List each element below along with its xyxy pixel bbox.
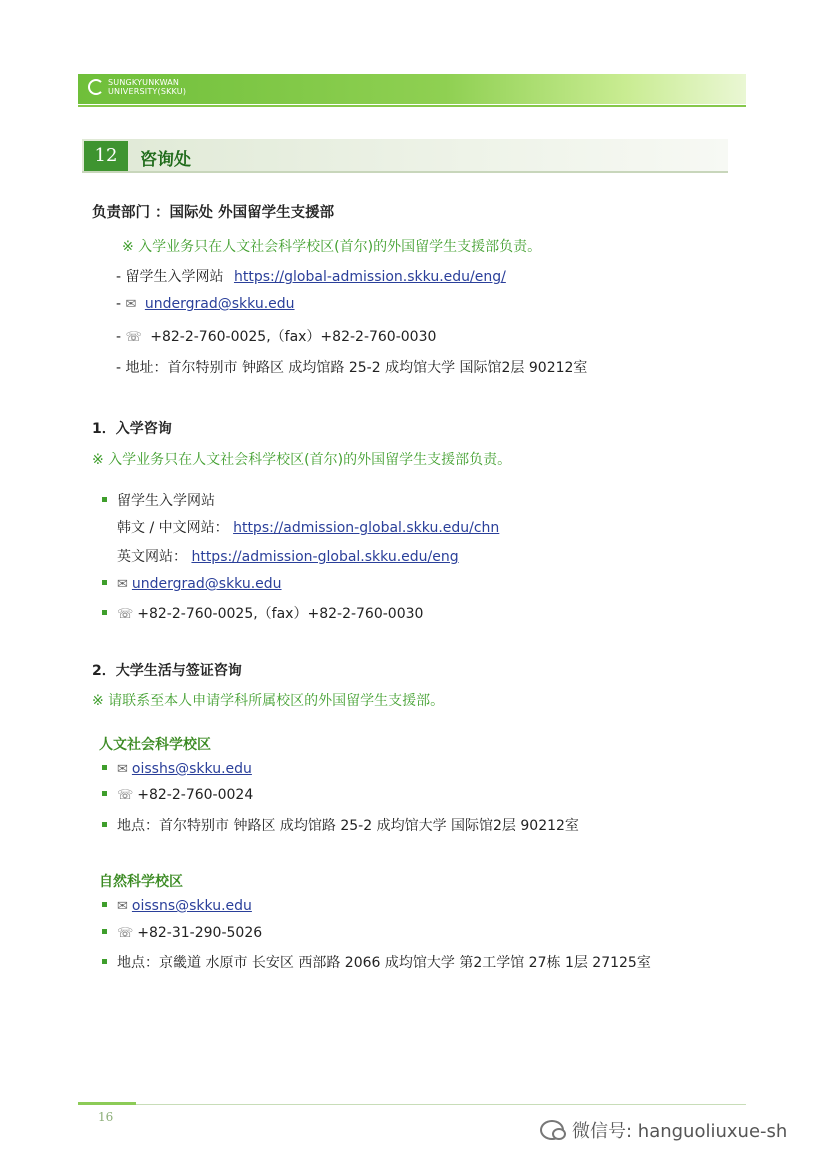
phone-icon: ☏ bbox=[117, 926, 134, 941]
campus2-email-item bbox=[102, 898, 252, 914]
campus2-address-item bbox=[102, 952, 651, 972]
phone-icon: ☏ bbox=[117, 607, 134, 622]
campus2-phone-item bbox=[102, 925, 262, 941]
email-icon: ✉ bbox=[125, 297, 137, 312]
wechat-watermark bbox=[540, 1117, 787, 1143]
bullet bbox=[102, 929, 107, 934]
campus1-email-item bbox=[102, 761, 252, 777]
dept-site-label: - 留学生入学网站 bbox=[116, 269, 224, 285]
dept-site-link[interactable]: https://global-admission.skku.edu/eng/ bbox=[233, 269, 506, 285]
dept-site-row bbox=[116, 266, 506, 286]
wechat-icon bbox=[540, 1120, 564, 1140]
dept-email-row: - ✉ undergrad@skku.edu bbox=[116, 296, 295, 312]
campus2-email-link[interactable]: oissns@skku.edu bbox=[131, 898, 252, 914]
campus2-address: 地点：京畿道 水原市 长安区 西部路 2066 成均馆大学 第2工学馆 27栋 1层 27125室 bbox=[117, 955, 651, 971]
email-icon: ✉ bbox=[117, 577, 128, 592]
s1-heading: 1．入学咨询 bbox=[92, 421, 172, 437]
s1-email-item bbox=[102, 576, 282, 592]
s1-phone-item bbox=[102, 603, 423, 623]
s1-site-item bbox=[102, 490, 215, 510]
bullet bbox=[102, 959, 107, 964]
s1-email-link[interactable]: undergrad@skku.edu bbox=[131, 576, 282, 592]
bullet bbox=[102, 791, 107, 796]
dept-note: ※ 入学业务只在人文社会科学校区(首尔)的外国留学生支援部负责。 bbox=[122, 239, 542, 255]
dept-heading: 负责部门 ：国际处 外国留学生支援部 bbox=[92, 205, 335, 221]
page-number: 16 bbox=[98, 1110, 114, 1124]
campus2-name: 自然科学校区 bbox=[99, 874, 183, 890]
dept-address: - 地址：首尔特别市 钟路区 成均馆路 25-2 成均馆大学 国际馆2层 90212室 bbox=[116, 360, 588, 376]
campus1-name: 人文社会科学校区 bbox=[99, 737, 211, 753]
s1-site-label: 留学生入学网站 bbox=[117, 493, 215, 509]
bullet bbox=[102, 902, 107, 907]
footer-accent bbox=[78, 1102, 136, 1105]
logo-line-1: SUNGKYUNKWAN bbox=[108, 78, 180, 87]
s2-note: ※ 请联系至本人申请学科所属校区的外国留学生支援部。 bbox=[92, 693, 445, 709]
bullet bbox=[102, 497, 107, 502]
email-icon: ✉ bbox=[117, 762, 128, 777]
logo-icon bbox=[88, 79, 104, 95]
s2-heading: 2．大学生活与签证咨询 bbox=[92, 663, 242, 679]
email-icon: ✉ bbox=[117, 899, 128, 914]
section-title: 咨询处 bbox=[140, 150, 191, 170]
s1-en-label: 英文网站： bbox=[117, 549, 187, 565]
logo-line-2: UNIVERSITY(SKKU) bbox=[108, 87, 187, 96]
campus1-phone-item bbox=[102, 787, 253, 803]
s1-krcn-row bbox=[117, 517, 499, 537]
campus1-phone: +82-2-760-0024 bbox=[137, 787, 254, 803]
dept-phone: +82-2-760-0025,（fax）+82-2-760-0030 bbox=[150, 329, 437, 345]
campus1-address: 地点：首尔特别市 钟路区 成均馆路 25-2 成均馆大学 国际馆2层 90212室 bbox=[117, 818, 579, 834]
bullet bbox=[102, 765, 107, 770]
footer-divider bbox=[78, 1104, 746, 1105]
section-number: 12 bbox=[84, 141, 128, 171]
bullet bbox=[102, 822, 107, 827]
s1-phone: +82-2-760-0025,（fax）+82-2-760-0030 bbox=[137, 606, 424, 622]
campus1-address-item bbox=[102, 815, 579, 835]
campus2-phone: +82-31-290-5026 bbox=[137, 925, 263, 941]
dept-email-link[interactable]: undergrad@skku.edu bbox=[144, 296, 295, 312]
phone-icon: ☏ bbox=[117, 788, 134, 803]
dept-phone-row: - ☏ +82-2-760-0025,（fax）+82-2-760-0030 bbox=[116, 329, 437, 345]
campus1-email-link[interactable]: oisshs@skku.edu bbox=[131, 761, 252, 777]
bullet bbox=[102, 580, 107, 585]
phone-icon: ☏ bbox=[125, 330, 142, 345]
s1-en-link[interactable]: https://admission-global.skku.edu/eng bbox=[191, 549, 459, 565]
wechat-id: 微信号: hanguoliuxue-sh bbox=[572, 1121, 788, 1142]
s1-krcn-link[interactable]: https://admission-global.skku.edu/chn bbox=[233, 520, 500, 536]
s1-en-row bbox=[117, 546, 459, 566]
s1-krcn-label: 韩文 / 中文网站： bbox=[117, 520, 229, 536]
university-logo bbox=[88, 78, 186, 96]
header-divider bbox=[78, 105, 746, 107]
s1-note: ※ 入学业务只在人文社会科学校区(首尔)的外国留学生支援部负责。 bbox=[92, 452, 512, 468]
bullet bbox=[102, 610, 107, 615]
